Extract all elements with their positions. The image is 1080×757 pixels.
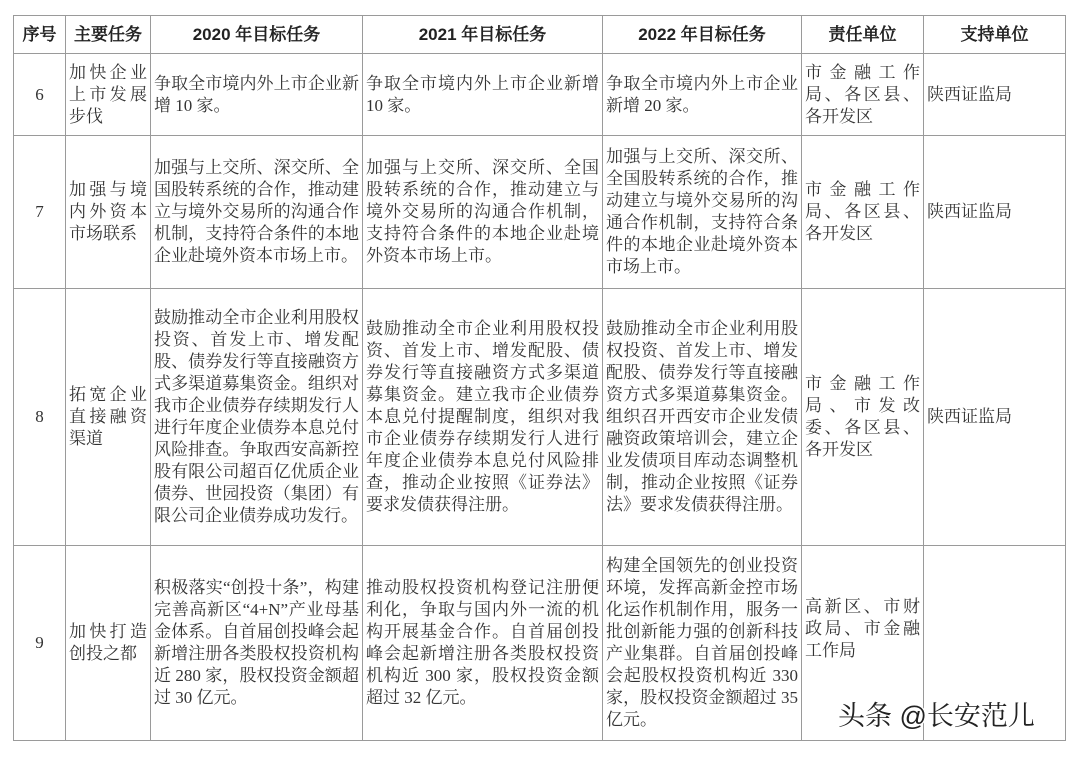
table-row — [14, 136, 1066, 289]
cell-2020: 鼓励推动全市企业利用股权投资、首发上市、增发配股、债券发行等直接融资方式多渠道募集资金。组织对我市企业债券存续期发行人进行年度企业债券本息兑付风险排查。争取西安高新控股有限公司超百亿优质企业债券、世园投资（集团）有限公司企业债券成功发行。 — [151, 289, 363, 546]
cell-task: 拓宽企业直接融资渠道 — [66, 289, 151, 546]
cell-2020: 争取全市境内外上市企业新增 10 家。 — [151, 54, 363, 136]
cell-2021: 鼓励推动全市企业利用股权投资、首发上市、增发配股、债券发行等直接融资方式多渠道募集资金。建立我市企业债券本息兑付提醒制度，组织对我市企业债券存续期发行人进行年度企业债券本息兑付风险排查，推动企业按照《证券法》要求发债获得注册。 — [363, 289, 603, 546]
watermark: 头条 @长安范儿 — [838, 701, 1035, 731]
cell-2022: 构建全国领先的创业投资环境，发挥高新金控市场化运作机制作用，服务一批创新能力强的创新科技产业集群。自首届创投峰会起股权投资机构近 330 家，股权投资金额超过 35 亿元。 — [603, 546, 802, 741]
cell-support: 陕西证监局 — [924, 54, 1066, 136]
cell-task: 加强与境内外资本市场联系 — [66, 136, 151, 289]
header-no: 序号 — [14, 16, 66, 54]
cell-responsible: 市金融工作局、市发改委、各区县、各开发区 — [802, 289, 924, 546]
cell-responsible: 市金融工作局、各区县、各开发区 — [802, 136, 924, 289]
cell-2020: 积极落实“创投十条”，构建完善高新区“4+N”产业母基金体系。自首届创投峰会起新增注册各类股权投资机构近 280 家，股权投资金额超过 30 亿元。 — [151, 546, 363, 741]
cell-2021: 加强与上交所、深交所、全国股转系统的合作，推动建立与境外交易所的沟通合作机制，支持符合条件的本地企业赴境外资本市场上市。 — [363, 136, 603, 289]
cell-responsible: 市金融工作局、各区县、各开发区 — [802, 54, 924, 136]
cell-2022: 加强与上交所、深交所、全国股转系统的合作，推动建立与境外交易所的沟通合作机制，支持符合条件的本地企业赴境外资本市场上市。 — [603, 136, 802, 289]
header-responsible: 责任单位 — [802, 16, 924, 54]
header-2022: 2022 年目标任务 — [603, 16, 802, 54]
cell-2022: 鼓励推动全市企业利用股权投资、首发上市、增发配股、债券发行等直接融资方式多渠道募集资金。组织召开西安市企业发债融资政策培训会，建立企业发债项目库动态调整机制，推动企业按照《证券法》要求发债获得注册。 — [603, 289, 802, 546]
cell-task: 加快打造创投之都 — [66, 546, 151, 741]
cell-no: 9 — [14, 546, 66, 741]
cell-no: 8 — [14, 289, 66, 546]
cell-2022: 争取全市境内外上市企业新增 20 家。 — [603, 54, 802, 136]
header-task: 主要任务 — [66, 16, 151, 54]
task-table — [13, 15, 1066, 741]
table-row — [14, 54, 1066, 136]
cell-support: 陕西证监局 — [924, 136, 1066, 289]
header-2021: 2021 年目标任务 — [363, 16, 603, 54]
cell-2021: 争取全市境内外上市企业新增 10 家。 — [363, 54, 603, 136]
header-support: 支持单位 — [924, 16, 1066, 54]
cell-no: 7 — [14, 136, 66, 289]
cell-2021: 推动股权投资机构登记注册便利化，争取与国内外一流的机构开展基金合作。自首届创投峰会起新增注册各类股权投资机构近 300 家，股权投资金额超过 32 亿元。 — [363, 546, 603, 741]
header-2020: 2020 年目标任务 — [151, 16, 363, 54]
cell-task: 加快企业上市发展步伐 — [66, 54, 151, 136]
cell-2020: 加强与上交所、深交所、全国股转系统的合作，推动建立与境外交易所的沟通合作机制，支持符合条件的本地企业赴境外资本市场上市。 — [151, 136, 363, 289]
table-row — [14, 289, 1066, 546]
cell-support: 陕西证监局 — [924, 289, 1066, 546]
header-row — [14, 16, 1066, 54]
cell-no: 6 — [14, 54, 66, 136]
cell-responsible: 高新区、市财政局、市金融工作局 — [802, 546, 924, 741]
